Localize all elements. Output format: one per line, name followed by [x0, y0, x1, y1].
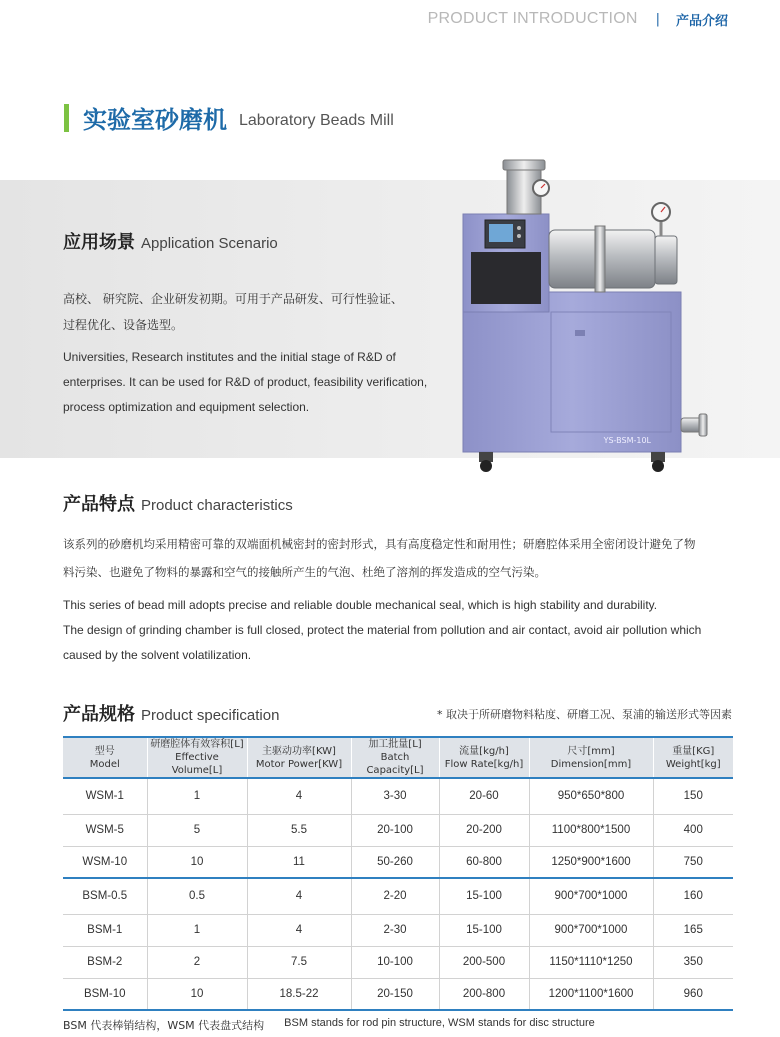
table-cell: 4	[247, 778, 351, 814]
table-cell: 15-100	[439, 878, 529, 914]
col-header: 流量[kg/h] Flow Rate[kg/h]	[439, 737, 529, 778]
application-zh-line1: 高校、 研究院、企业研发初期。可用于产品研发、可行性验证、	[63, 292, 403, 306]
characteristics-en-line3: caused by the solvent volatilization.	[63, 648, 252, 662]
title-accent-bar	[64, 104, 69, 132]
table-row	[63, 814, 733, 846]
table-cell: 150	[653, 778, 733, 814]
header-separator: |	[655, 11, 660, 27]
specification-heading	[63, 700, 279, 726]
header-zh: 产品介绍	[675, 13, 728, 29]
table-cell: 20-150	[351, 978, 439, 1010]
col-header: 加工批量[L] Batch Capacity[L]	[351, 737, 439, 778]
application-heading-en: Application Scenario	[141, 235, 278, 252]
application-heading	[63, 228, 278, 254]
table-cell: WSM-5	[63, 814, 147, 846]
title-zh: 实验室砂磨机	[83, 106, 227, 134]
table-cell: 950*650*800	[529, 778, 653, 814]
footer-zh: BSM 代表棒销结构，WSM 代表盘式结构	[63, 1019, 265, 1032]
specification-heading-zh: 产品规格	[63, 704, 135, 725]
table-cell: 1250*900*1600	[529, 846, 653, 878]
table-cell: 750	[653, 846, 733, 878]
table-cell: WSM-1	[63, 778, 147, 814]
footer-note	[63, 1017, 595, 1033]
table-cell: 4	[247, 914, 351, 946]
table-cell: 1200*1100*1600	[529, 978, 653, 1010]
table-cell: 50-260	[351, 846, 439, 878]
col-header: 尺寸[mm] Dimension[mm]	[529, 737, 653, 778]
table-cell: 10	[147, 846, 247, 878]
table-cell: BSM-1	[63, 914, 147, 946]
table-cell: 165	[653, 914, 733, 946]
specification-note: * 取决于所研磨物料粘度、研磨工况、泵浦的输送形式等因素	[437, 708, 732, 721]
table-cell: 160	[653, 878, 733, 914]
application-heading-zh: 应用场景	[63, 232, 135, 253]
table-cell: 900*700*1000	[529, 878, 653, 914]
table-row	[63, 978, 733, 1010]
characteristics-zh-line2: 料污染、也避免了物料的暴露和空气的接触所产生的气泡、杜绝了溶剂的挥发造成的空气污染。	[63, 565, 546, 579]
table-row	[63, 778, 733, 814]
title-en: Laboratory Beads Mill	[239, 111, 394, 129]
table-cell: BSM-0.5	[63, 878, 147, 914]
application-en-line2: enterprises. It can be used for R&D of product, feasibility verification,	[63, 375, 428, 389]
table-header-row	[63, 737, 733, 778]
table-cell: 0.5	[147, 878, 247, 914]
bead-mill-illustration	[455, 152, 735, 477]
table-cell: 5	[147, 814, 247, 846]
table-cell: 900*700*1000	[529, 914, 653, 946]
table-cell: WSM-10	[63, 846, 147, 878]
table-cell: 5.5	[247, 814, 351, 846]
table-cell: 200-800	[439, 978, 529, 1010]
table-cell: 2-30	[351, 914, 439, 946]
page-title	[64, 100, 394, 135]
table-cell: 7.5	[247, 946, 351, 978]
table-cell: 20-100	[351, 814, 439, 846]
table-cell: 18.5-22	[247, 978, 351, 1010]
table-cell: 200-500	[439, 946, 529, 978]
table-cell: 400	[653, 814, 733, 846]
machine-plate-label: YS-BSM-10L	[603, 436, 651, 445]
table-cell: 10-100	[351, 946, 439, 978]
table-cell: 960	[653, 978, 733, 1010]
characteristics-heading	[63, 490, 293, 516]
application-en-line3: process optimization and equipment selection.	[63, 400, 310, 414]
table-cell: 11	[247, 846, 351, 878]
table-cell: 2-20	[351, 878, 439, 914]
col-header: 型号 Model	[63, 737, 147, 778]
table-cell: BSM-2	[63, 946, 147, 978]
characteristics-zh-line1: 该系列的砂磨机均采用精密可靠的双端面机械密封的密封形式，具有高度稳定性和耐用性；研磨腔体采用全密闭设计避免了物	[63, 537, 696, 551]
characteristics-heading-en: Product characteristics	[141, 497, 293, 514]
table-cell: BSM-10	[63, 978, 147, 1010]
table-row	[63, 946, 733, 978]
col-header: 重量[KG] Weight[kg]	[665, 745, 721, 770]
footer-en: BSM stands for rod pin structure, WSM stands for disc structure	[284, 1017, 595, 1029]
table-cell: 2	[147, 946, 247, 978]
table-row	[63, 878, 733, 914]
characteristics-en-line2: The design of grinding chamber is full closed, protect the material from pollution and air contact, avoid air pollution which	[63, 623, 702, 637]
table-cell: 1150*1110*1250	[529, 946, 653, 978]
table-cell: 10	[147, 978, 247, 1010]
table-body	[63, 778, 733, 1010]
table-cell: 4	[247, 878, 351, 914]
page-header	[428, 9, 728, 29]
header-en: PRODUCT INTRODUCTION	[427, 10, 638, 27]
table-cell: 1100*800*1500	[529, 814, 653, 846]
table-row	[63, 846, 733, 878]
table-row	[63, 914, 733, 946]
specification-heading-en: Product specification	[141, 707, 280, 724]
application-en-line1: Universities, Research institutes and the initial stage of R&D of	[63, 350, 396, 364]
col-header: 主驱动功率[KW] Motor Power[KW]	[247, 737, 351, 778]
table-cell: 1	[147, 914, 247, 946]
characteristics-heading-zh: 产品特点	[63, 494, 135, 515]
table-cell: 60-800	[439, 846, 529, 878]
table-cell: 3-30	[351, 778, 439, 814]
specification-table	[63, 736, 733, 1011]
table-cell: 20-200	[439, 814, 529, 846]
col-header: 研磨腔体有效容积[L] Effective Volume[L]	[147, 737, 247, 778]
table-cell: 20-60	[439, 778, 529, 814]
table-cell: 1	[147, 778, 247, 814]
table-cell: 350	[653, 946, 733, 978]
application-zh-line2: 过程优化、设备选型。	[63, 318, 184, 332]
table-cell: 15-100	[439, 914, 529, 946]
characteristics-en-line1: This series of bead mill adopts precise and reliable double mechanical seal, which is high stability and durability.	[63, 598, 658, 612]
